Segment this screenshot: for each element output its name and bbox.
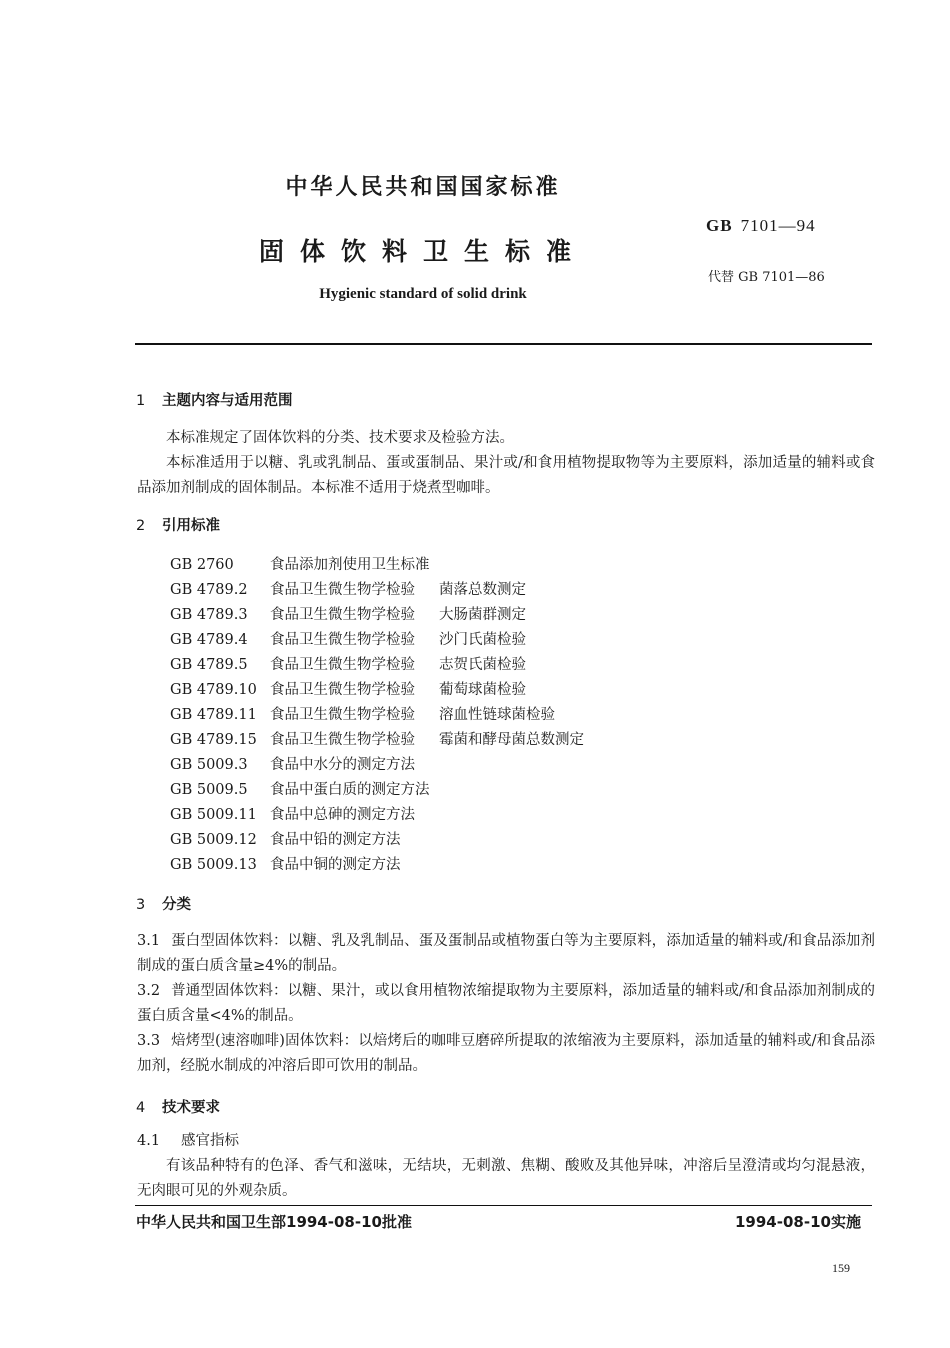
reference-code: GB 2760	[170, 557, 234, 573]
clause-title: 感官指标	[181, 1133, 239, 1149]
reference-code: GB 4789.2	[170, 582, 248, 598]
document-title: 固体饮料卫生标准	[258, 237, 587, 266]
standard-code	[706, 216, 816, 236]
reference-item	[170, 753, 584, 778]
approval-note: 中华人民共和国卫生部1994-08-10批准	[136, 1213, 412, 1231]
reference-subtitle: 菌落总数测定	[439, 582, 526, 598]
standard-code-number: 7101—94	[740, 216, 816, 235]
reference-code: GB 4789.5	[170, 657, 248, 673]
reference-title: 食品中蛋白质的测定方法	[270, 782, 430, 798]
clause-number: 3.1	[137, 933, 161, 949]
section-number: 4	[136, 1100, 146, 1116]
reference-title: 食品卫生微生物学检验	[270, 657, 415, 673]
section-1-paragraph-1: 本标准规定了固体饮料的分类、技术要求及检验方法。	[166, 430, 514, 446]
reference-item	[170, 553, 584, 578]
reference-item	[170, 828, 584, 853]
english-title: Hygienic standard of solid drink	[319, 286, 527, 302]
clause-text: 蛋白型固体饮料：以糖、乳及乳制品、蛋及蛋制品或植物蛋白等为主要原料，添加适量的辅料或/和食品添加剂制成的蛋白质含量≥4%的制品。	[137, 933, 875, 974]
reference-code: GB 5009.3	[170, 757, 248, 773]
section-2-heading	[136, 514, 220, 535]
reference-code: GB 4789.10	[170, 682, 257, 698]
section-title: 分类	[162, 897, 191, 913]
reference-item	[170, 628, 584, 653]
reference-item	[170, 653, 584, 678]
reference-code: GB 5009.5	[170, 782, 248, 798]
reference-title: 食品卫生微生物学检验	[270, 707, 415, 723]
clause-number: 3.3	[137, 1033, 161, 1049]
section-number: 1	[136, 393, 146, 409]
reference-item	[170, 778, 584, 803]
effective-date: 1994-08-10实施	[735, 1213, 861, 1231]
reference-title: 食品卫生微生物学检验	[270, 632, 415, 648]
section-title: 引用标准	[162, 518, 220, 534]
section-number: 3	[136, 897, 146, 913]
reference-code: GB 4789.4	[170, 632, 248, 648]
reference-title: 食品中铜的测定方法	[270, 857, 401, 873]
reference-subtitle: 溶血性链球菌检验	[439, 707, 555, 723]
national-standard-title: 中华人民共和国国家标准	[285, 175, 561, 200]
header-divider	[135, 343, 872, 345]
reference-item	[170, 578, 584, 603]
reference-title: 食品中铅的测定方法	[270, 832, 401, 848]
clause-number: 3.2	[137, 983, 161, 999]
reference-code: GB 4789.15	[170, 732, 257, 748]
reference-subtitle: 志贺氏菌检验	[439, 657, 526, 673]
section-title: 主题内容与适用范围	[162, 393, 293, 409]
clause-text: 焙烤型(速溶咖啡)固体饮料：以焙烤后的咖啡豆磨碎所提取的浓缩液为主要原料，添加适量的辅料或/和食品添加剂，经脱水制成的冲溶后即可饮用的制品。	[137, 1033, 875, 1074]
reference-subtitle: 葡萄球菌检验	[439, 682, 526, 698]
clause-4-1-heading	[137, 1129, 875, 1154]
replaces-note: 代替 GB 7101—86	[708, 270, 825, 285]
section-3-heading	[136, 893, 191, 914]
footer-divider	[135, 1205, 872, 1206]
reference-item	[170, 678, 584, 703]
reference-code: GB 5009.12	[170, 832, 257, 848]
clause-3-2	[137, 979, 875, 1029]
reference-subtitle: 沙门氏菌检验	[439, 632, 526, 648]
reference-title: 食品添加剂使用卫生标准	[270, 557, 430, 573]
section-title: 技术要求	[162, 1100, 220, 1116]
reference-subtitle: 大肠菌群测定	[439, 607, 526, 623]
reference-item	[170, 603, 584, 628]
reference-subtitle: 霉菌和酵母菌总数测定	[439, 732, 584, 748]
reference-item	[170, 853, 584, 878]
section-1-paragraph-2: 本标准适用于以糖、乳或乳制品、蛋或蛋制品、果汁或/和食用植物提取物等为主要原料，添加适量的辅料或食品添加剂制成的固体制品。本标准不适用于烧煮型咖啡。	[137, 455, 875, 496]
standard-code-prefix: GB	[706, 216, 733, 235]
clause-number: 4.1	[137, 1133, 161, 1149]
clause-4-1-text: 有该品种特有的色泽、香气和滋味，无结块，无刺激、焦糊、酸败及其他异味，冲溶后呈澄清或均匀混悬液，无肉眼可见的外观杂质。	[137, 1158, 875, 1199]
reference-title: 食品卫生微生物学检验	[270, 682, 415, 698]
reference-item	[170, 803, 584, 828]
clause-text: 普通型固体饮料：以糖、果汁，或以食用植物浓缩提取物为主要原料，添加适量的辅料或/和食品添加剂制成的蛋白质含量<4%的制品。	[137, 983, 875, 1024]
page-number: 159	[832, 1261, 850, 1275]
clause-3-3	[137, 1029, 875, 1079]
reference-item	[170, 728, 584, 753]
section-number: 2	[136, 518, 146, 534]
reference-title: 食品中总砷的测定方法	[270, 807, 415, 823]
reference-title: 食品中水分的测定方法	[270, 757, 415, 773]
reference-title: 食品卫生微生物学检验	[270, 607, 415, 623]
reference-code: GB 4789.11	[170, 707, 257, 723]
reference-item	[170, 703, 584, 728]
reference-title: 食品卫生微生物学检验	[270, 582, 415, 598]
clause-3-1	[137, 929, 875, 979]
section-1-heading	[136, 389, 293, 410]
reference-code: GB 4789.3	[170, 607, 248, 623]
reference-title: 食品卫生微生物学检验	[270, 732, 415, 748]
section-4-heading	[136, 1096, 220, 1117]
reference-code: GB 5009.11	[170, 807, 257, 823]
reference-code: GB 5009.13	[170, 857, 257, 873]
referenced-standards-list	[170, 553, 584, 878]
